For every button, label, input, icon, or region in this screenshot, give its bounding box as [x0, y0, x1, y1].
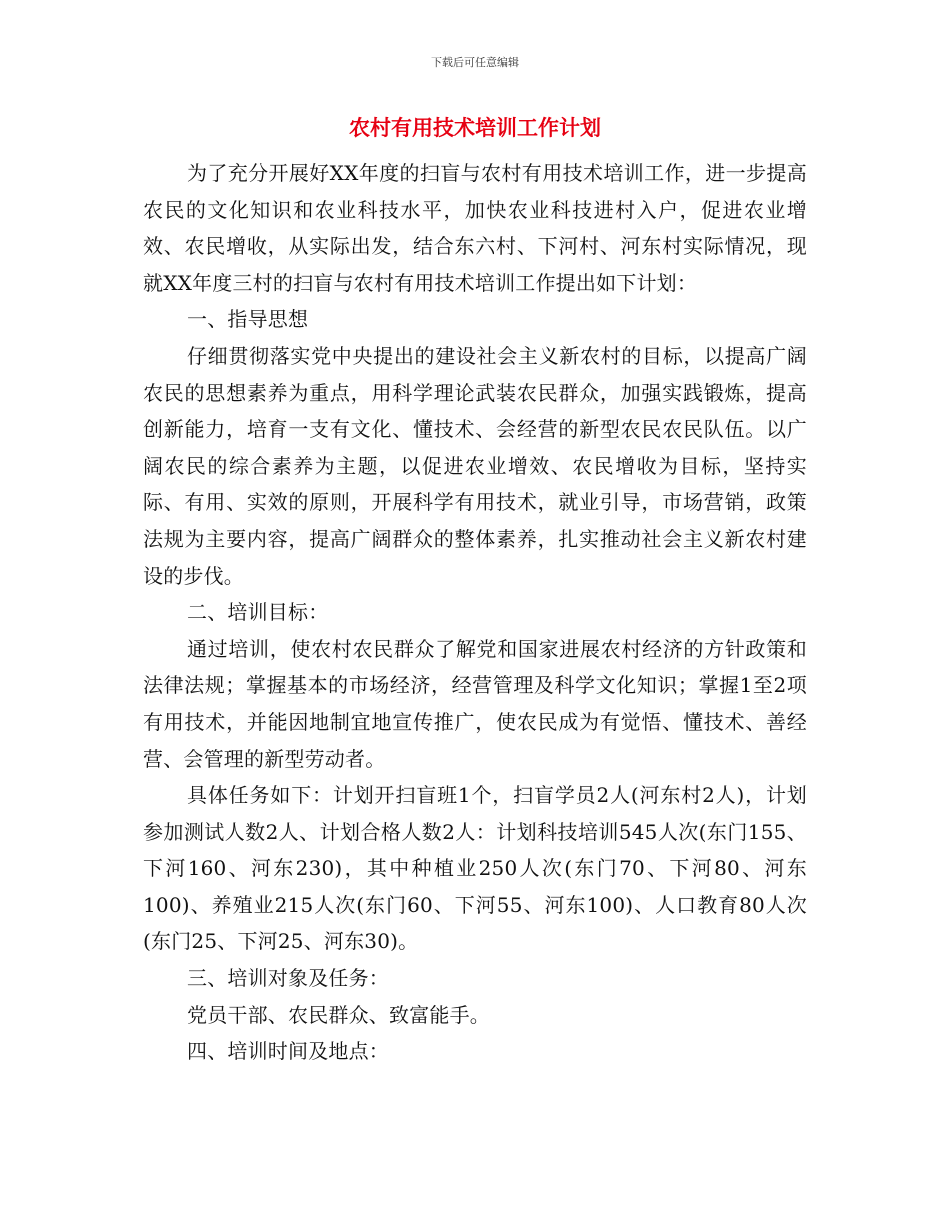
section-heading-guiding-ideology: 一、指导思想: [187, 307, 309, 332]
header-note: 下载后可任意编辑: [431, 56, 519, 69]
training-targets-paragraph: 党员干部、农民群众、致富能手。: [187, 1002, 490, 1027]
document-body: [143, 155, 807, 1070]
intro-paragraph: 为了充分开展好XX年度的扫盲与农村有用技术培训工作，进一步提高农民的文化知识和农业科技水平，加快农业科技进村入户，促进农业增效、农民增收，从实际出发，结合东六村、下河村、河东村实际情况，现就XX年度三村的扫盲与农村有用技术培训工作提出如下计划：: [143, 161, 807, 295]
section-heading-training-targets: 三、培训对象及任务：: [187, 966, 389, 991]
document-title: 农村有用技术培训工作计划: [349, 116, 601, 140]
specific-tasks-paragraph: 具体任务如下：计划开扫盲班1个，扫盲学员2人(河东村2人)，计划参加测试人数2人、计划合格人数2人：计划科技培训545人次(东门155、下河160、河东230)，其中种植业250人次(东门70、下河80、河东100)、养殖业215人次(东门60、下河55、河东100)、人口教育80人次(东门25、下河25、河东30)。: [143, 783, 807, 954]
section-heading-training-goals: 二、培训目标：: [187, 600, 329, 625]
guiding-ideology-paragraph: 仔细贯彻落实党中央提出的建设社会主义新农村的目标，以提高广阔农民的思想素养为重点，用科学理论武装农民群众，加强实践锻炼，提高创新能力，培育一支有文化、懂技术、会经营的新型农民农民队伍。以广阔农民的综合素养为主题，以促进农业增效、农民增收为目标，坚持实际、有用、实效的原则，开展科学有用技术，就业引导，市场营销，政策法规为主要内容，提高广阔群众的整体素养，扎实推动社会主义新农村建设的步伐。: [143, 343, 807, 588]
section-heading-time-location: 四、培训时间及地点：: [187, 1039, 389, 1064]
training-goals-paragraph: 通过培训，使农村农民群众了解党和国家进展农村经济的方针政策和法律法规；掌握基本的市场经济，经营管理及科学文化知识；掌握1至2项有用技术，并能因地制宜地宣传推广，使农民成为有觉悟、懂技术、善经营、会管理的新型劳动者。: [143, 636, 807, 771]
